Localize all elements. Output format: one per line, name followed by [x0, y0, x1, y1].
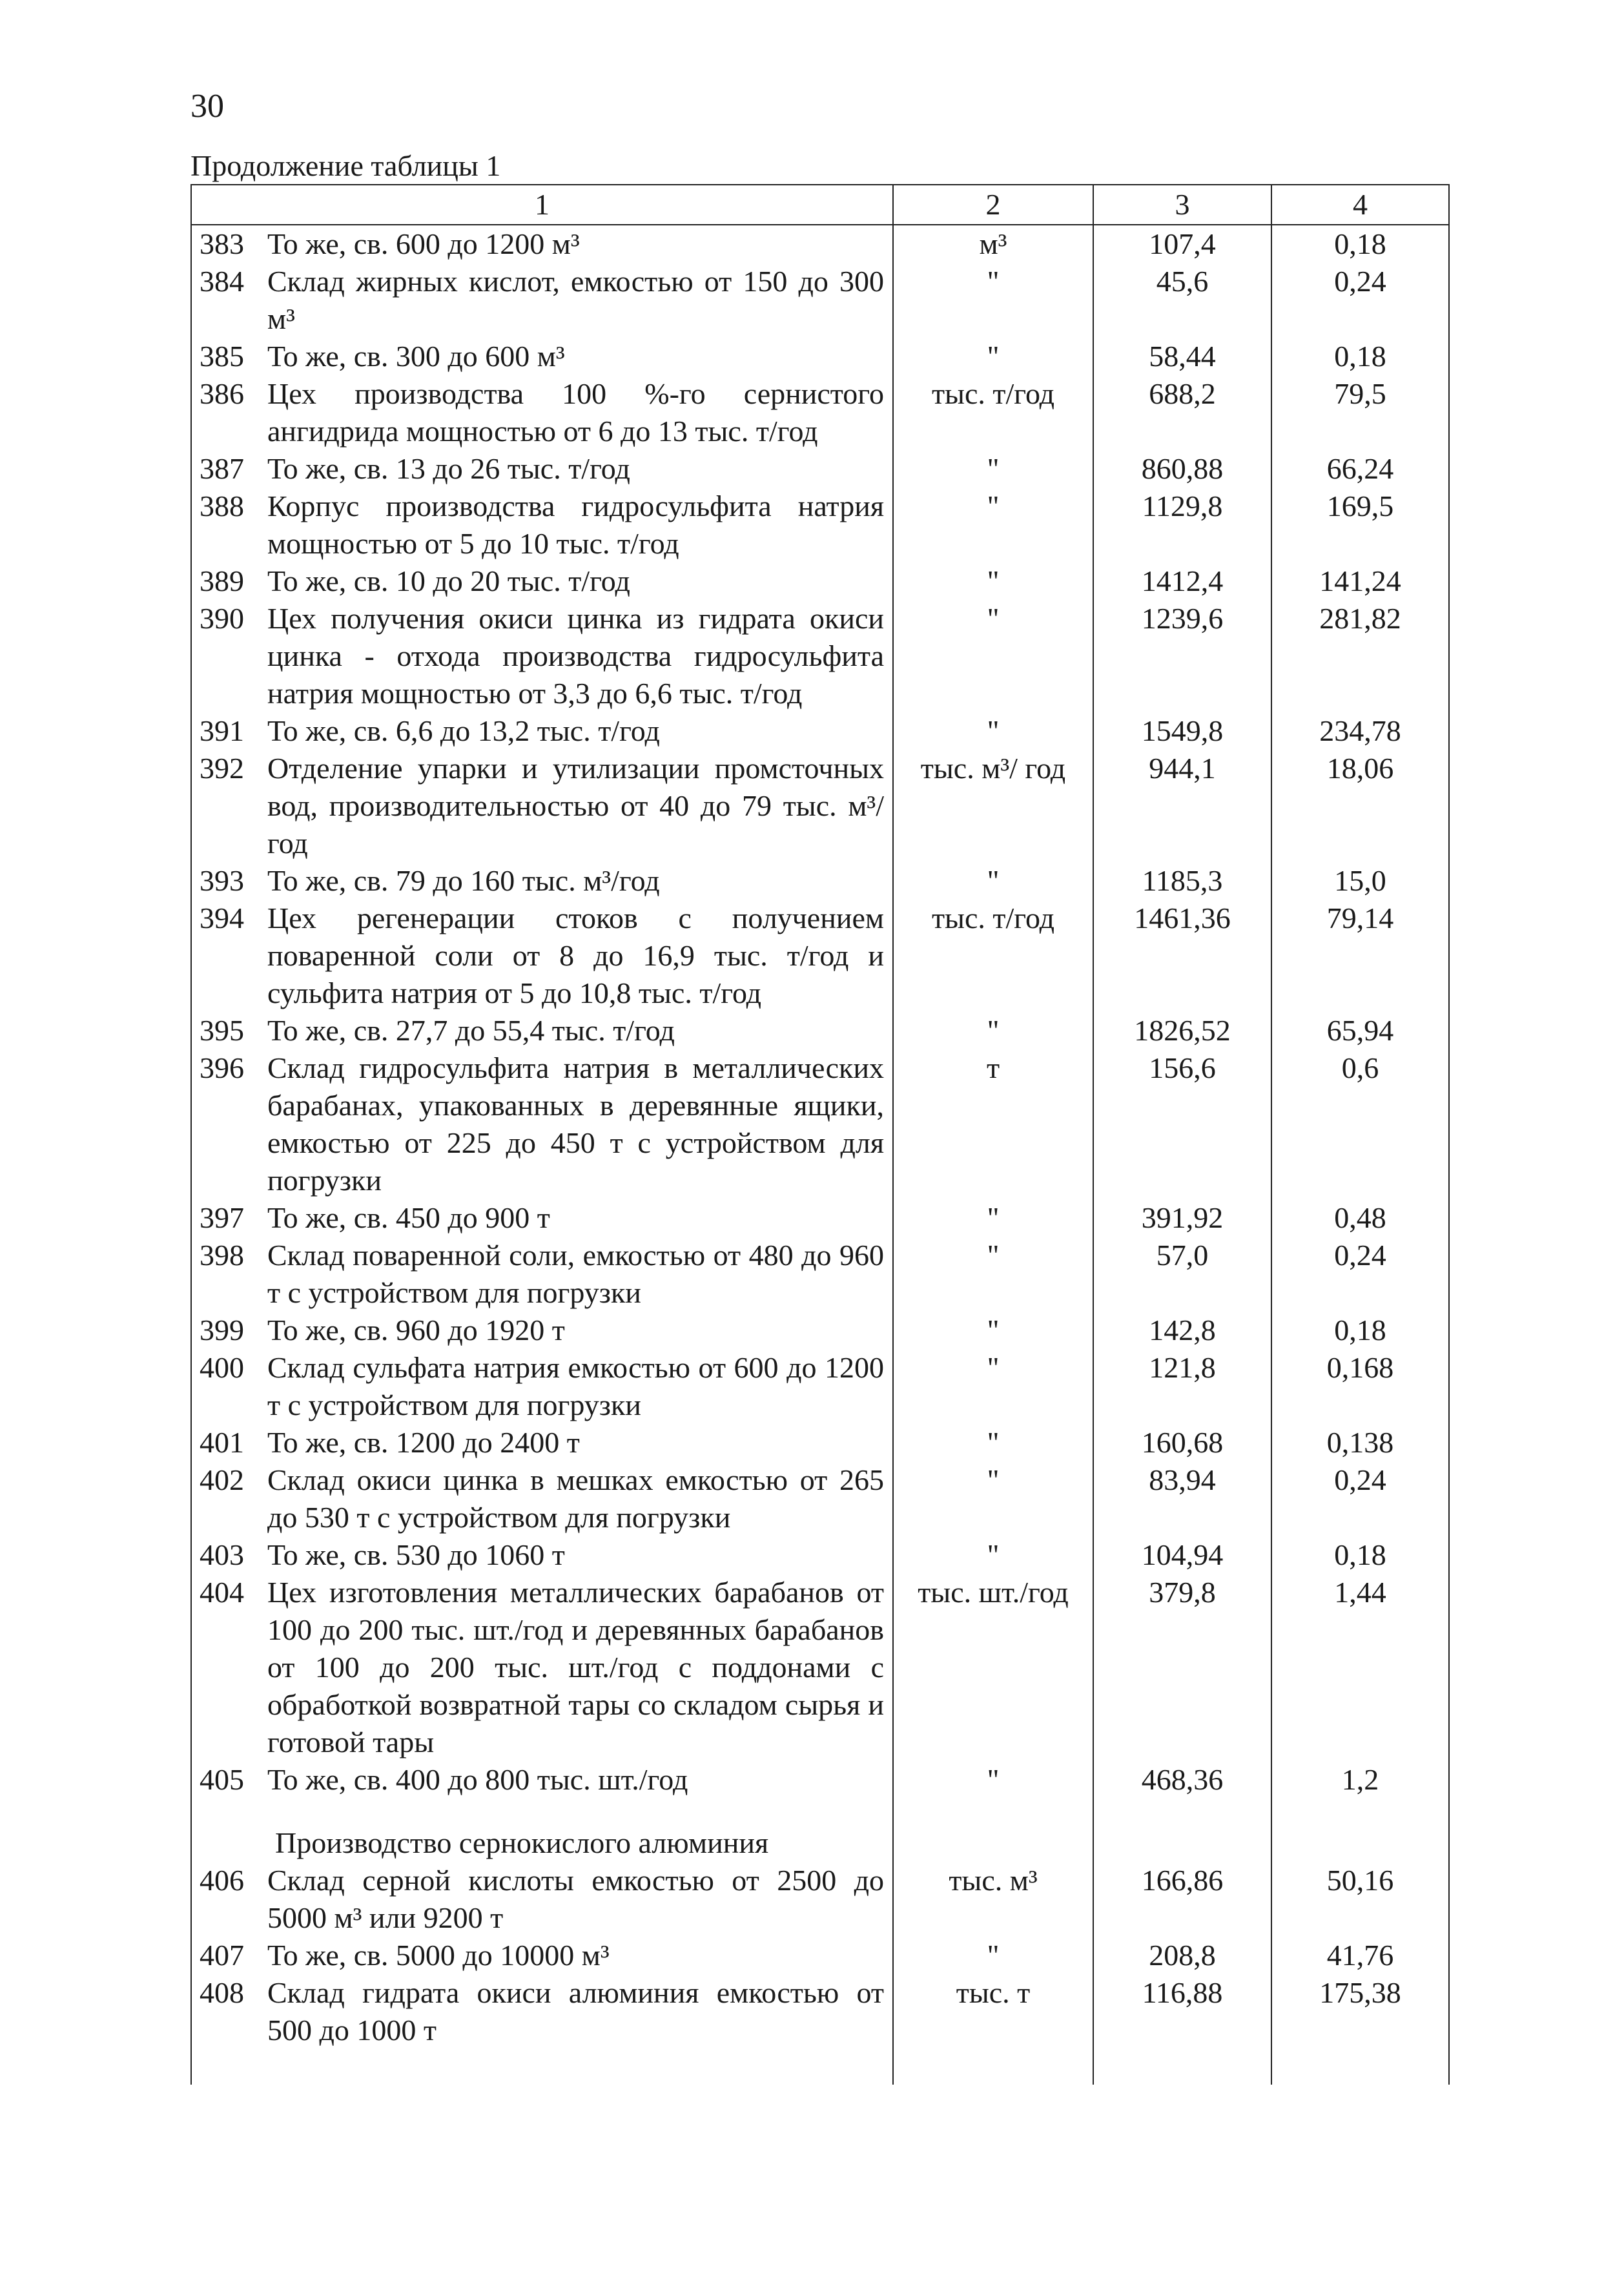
row-description-cell: [191, 562, 893, 600]
row-unit: тыс. м³/ год: [893, 750, 1093, 862]
row-value-4: 0,18: [1271, 338, 1449, 375]
row-number: 397: [200, 1201, 244, 1234]
row-text: Склад поваренной соли, емкостью от 480 до 960 т с устройством для погрузки: [267, 1239, 884, 1309]
row-value-3: 391,92: [1093, 1199, 1271, 1237]
table-row: [191, 600, 1449, 712]
row-description-cell: [191, 488, 893, 562]
row-number: 389: [200, 564, 244, 597]
row-description-cell: [191, 1199, 893, 1237]
row-description-cell: [191, 450, 893, 488]
row-description-cell: [191, 1574, 893, 1761]
row-value-4: 0,18: [1271, 1312, 1449, 1349]
row-unit: ": [893, 1536, 1093, 1574]
row-value-4: 169,5: [1271, 488, 1449, 562]
table-row: [191, 225, 1449, 263]
row-number: 393: [200, 864, 244, 897]
row-text: Склад окиси цинка в мешках емкостью от 265 до 530 т с устройством для погрузки: [267, 1463, 884, 1534]
row-value-3: 166,86: [1093, 1862, 1271, 1937]
table-row: [191, 1761, 1449, 1799]
row-value-3: 1461,36: [1093, 900, 1271, 1012]
row-description-cell: [191, 1461, 893, 1536]
row-number: 404: [200, 1576, 244, 1609]
row-value-4: 0,48: [1271, 1199, 1449, 1237]
table-row: [191, 1049, 1449, 1199]
row-value-3: 1239,6: [1093, 600, 1271, 712]
row-unit: ": [893, 712, 1093, 750]
row-number: 388: [200, 490, 244, 522]
row-text: То же, св. 600 до 1200 м³: [267, 227, 580, 260]
row-unit: ": [893, 562, 1093, 600]
table-row: [191, 338, 1449, 375]
table-row: [191, 862, 1449, 900]
row-value-4: 1,2: [1271, 1761, 1449, 1799]
row-text: То же, св. 27,7 до 55,4 тыс. т/год: [267, 1014, 675, 1047]
table-filler-row: [191, 2049, 1449, 2085]
row-value-4: 0,24: [1271, 263, 1449, 338]
table-row: [191, 712, 1449, 750]
row-number: 386: [200, 377, 244, 410]
table-row: [191, 1862, 1449, 1937]
row-unit: ": [893, 1761, 1093, 1799]
row-value-4: 41,76: [1271, 1937, 1449, 1974]
row-description-cell: [191, 750, 893, 862]
row-unit: ": [893, 1012, 1093, 1049]
row-text: Корпус производства гидросульфита натрия мощностью от 5 до 10 тыс. т/год: [267, 490, 884, 560]
row-value-3: 1129,8: [1093, 488, 1271, 562]
data-table: [190, 184, 1450, 2085]
row-value-3: 1412,4: [1093, 562, 1271, 600]
row-number: 383: [200, 227, 244, 260]
table-body: [191, 225, 1449, 1799]
row-value-3: 57,0: [1093, 1237, 1271, 1312]
table-row: [191, 900, 1449, 1012]
row-unit: тыс. т: [893, 1974, 1093, 2049]
row-number: 390: [200, 602, 244, 635]
table-body-2: [191, 1862, 1449, 2049]
row-unit: ": [893, 862, 1093, 900]
row-unit: ": [893, 1937, 1093, 1974]
header-col-4: 4: [1271, 185, 1449, 225]
table-row: [191, 450, 1449, 488]
row-number: 394: [200, 902, 244, 934]
row-description-cell: [191, 1012, 893, 1049]
row-description-cell: [191, 1862, 893, 1937]
table-row: [191, 562, 1449, 600]
row-number: 400: [200, 1351, 244, 1384]
row-text: То же, св. 13 до 26 тыс. т/год: [267, 452, 630, 485]
row-unit: тыс. т/год: [893, 900, 1093, 1012]
row-unit: ": [893, 450, 1093, 488]
row-unit: ": [893, 1424, 1093, 1461]
row-value-3: 83,94: [1093, 1461, 1271, 1536]
row-unit: тыс. т/год: [893, 375, 1093, 450]
row-value-3: 160,68: [1093, 1424, 1271, 1461]
row-value-3: 58,44: [1093, 338, 1271, 375]
table-row: [191, 375, 1449, 450]
page-number: 30: [190, 88, 224, 125]
row-value-3: 121,8: [1093, 1349, 1271, 1424]
row-value-4: 66,24: [1271, 450, 1449, 488]
row-number: 408: [200, 1976, 244, 2009]
row-unit: ": [893, 1349, 1093, 1424]
row-unit: ": [893, 263, 1093, 338]
table-row: [191, 1424, 1449, 1461]
row-value-4: 141,24: [1271, 562, 1449, 600]
row-number: 391: [200, 714, 244, 747]
table-row: [191, 1349, 1449, 1424]
row-value-4: 281,82: [1271, 600, 1449, 712]
row-value-4: 0,18: [1271, 1536, 1449, 1574]
row-description-cell: [191, 1974, 893, 2049]
row-value-4: 0,24: [1271, 1461, 1449, 1536]
row-text: Цех получения окиси цинка из гидрата окиси цинка - отхода производства гидросульфита натрия мощностью от 3,3 до 6,6 тыс. т/год: [267, 602, 884, 710]
table-row: [191, 1937, 1449, 1974]
row-description-cell: [191, 1761, 893, 1799]
row-unit: ": [893, 1199, 1093, 1237]
row-text: Склад сульфата натрия емкостью от 600 до 1200 т с устройством для погрузки: [267, 1351, 884, 1421]
row-unit: ": [893, 1312, 1093, 1349]
row-value-4: 0,168: [1271, 1349, 1449, 1424]
table-row: [191, 263, 1449, 338]
row-number: 395: [200, 1014, 244, 1047]
row-number: 392: [200, 752, 244, 785]
row-text: То же, св. 450 до 900 т: [267, 1201, 550, 1234]
row-number: 396: [200, 1051, 244, 1084]
table-row: [191, 1461, 1449, 1536]
row-value-3: 208,8: [1093, 1937, 1271, 1974]
table-row: [191, 1012, 1449, 1049]
row-unit: ": [893, 1461, 1093, 1536]
row-text: Склад гидрата окиси алюминия емкостью от 500 до 1000 т: [267, 1976, 884, 2047]
table-row: [191, 750, 1449, 862]
section-row: [191, 1799, 1449, 1862]
row-value-4: 0,138: [1271, 1424, 1449, 1461]
table-caption: Продолжение таблицы 1: [190, 149, 501, 182]
row-text: Отделение упарки и утилизации промсточных вод, производительностью от 40 до 79 тыс. м³/год: [267, 752, 884, 860]
row-description-cell: [191, 1937, 893, 1974]
row-description-cell: [191, 338, 893, 375]
row-unit: тыс. м³: [893, 1862, 1093, 1937]
row-text: Цех регенерации стоков с получением поваренной соли от 8 до 16,9 тыс. т/год и сульфита натрия от 5 до 10,8 тыс. т/год: [267, 902, 884, 1009]
row-value-3: 1549,8: [1093, 712, 1271, 750]
row-description-cell: [191, 862, 893, 900]
table-row: [191, 1312, 1449, 1349]
row-unit: ": [893, 338, 1093, 375]
row-description-cell: [191, 1237, 893, 1312]
row-number: 407: [200, 1939, 244, 1972]
row-unit: ": [893, 488, 1093, 562]
row-number: 403: [200, 1538, 244, 1571]
row-value-3: 1185,3: [1093, 862, 1271, 900]
row-value-3: 860,88: [1093, 450, 1271, 488]
row-value-4: 0,6: [1271, 1049, 1449, 1199]
row-value-4: 234,78: [1271, 712, 1449, 750]
row-description-cell: [191, 1536, 893, 1574]
row-number: 384: [200, 265, 244, 298]
row-description-cell: [191, 1049, 893, 1199]
row-text: То же, св. 1200 до 2400 т: [267, 1426, 580, 1459]
row-text: То же, св. 400 до 800 тыс. шт./год: [267, 1763, 688, 1796]
row-value-4: 15,0: [1271, 862, 1449, 900]
row-description-cell: [191, 1312, 893, 1349]
row-value-3: 107,4: [1093, 225, 1271, 263]
row-number: 387: [200, 452, 244, 485]
row-value-3: 468,36: [1093, 1761, 1271, 1799]
table-container: [190, 184, 1448, 2121]
row-text: То же, св. 5000 до 10000 м³: [267, 1939, 610, 1972]
header-col-1: 1: [191, 185, 893, 225]
row-value-3: 116,88: [1093, 1974, 1271, 2049]
row-value-3: 1826,52: [1093, 1012, 1271, 1049]
row-value-4: 0,18: [1271, 225, 1449, 263]
header-row: [191, 185, 1449, 225]
row-unit: ": [893, 1237, 1093, 1312]
row-value-4: 65,94: [1271, 1012, 1449, 1049]
row-value-4: 0,24: [1271, 1237, 1449, 1312]
row-number: 405: [200, 1763, 244, 1796]
row-text: То же, св. 10 до 20 тыс. т/год: [267, 564, 630, 597]
row-number: 385: [200, 340, 244, 373]
row-description-cell: [191, 600, 893, 712]
row-unit: ": [893, 600, 1093, 712]
row-text: То же, св. 300 до 600 м³: [267, 340, 565, 373]
row-text: То же, св. 6,6 до 13,2 тыс. т/год: [267, 714, 660, 747]
row-text: Склад жирных кислот, емкостью от 150 до 300 м³: [267, 265, 884, 335]
row-text: Склад гидросульфита натрия в металлических барабанах, упакованных в деревянные ящики, емкостью от 225 до 450 т с устройством для погрузки: [267, 1051, 884, 1197]
row-description-cell: [191, 1424, 893, 1461]
section-title: Производство сернокислого алюминия: [275, 1826, 769, 1859]
table-row: [191, 488, 1449, 562]
row-description-cell: [191, 712, 893, 750]
row-value-3: 688,2: [1093, 375, 1271, 450]
row-description-cell: [191, 225, 893, 263]
row-unit: т: [893, 1049, 1093, 1199]
row-text: Цех производства 100 %-го сернистого ангидрида мощностью от 6 до 13 тыс. т/год: [267, 377, 884, 448]
row-number: 402: [200, 1463, 244, 1496]
row-unit: тыс. шт./год: [893, 1574, 1093, 1761]
row-value-3: 156,6: [1093, 1049, 1271, 1199]
row-value-3: 142,8: [1093, 1312, 1271, 1349]
row-description-cell: [191, 900, 893, 1012]
row-number: 406: [200, 1864, 244, 1897]
row-number: 398: [200, 1239, 244, 1272]
row-text: То же, св. 960 до 1920 т: [267, 1314, 565, 1346]
row-value-4: 79,14: [1271, 900, 1449, 1012]
row-value-4: 1,44: [1271, 1574, 1449, 1761]
row-unit: м³: [893, 225, 1093, 263]
row-description-cell: [191, 263, 893, 338]
table-row: [191, 1574, 1449, 1761]
row-value-3: 379,8: [1093, 1574, 1271, 1761]
row-value-4: 79,5: [1271, 375, 1449, 450]
row-description-cell: [191, 375, 893, 450]
row-description-cell: [191, 1349, 893, 1424]
row-value-4: 50,16: [1271, 1862, 1449, 1937]
row-text: То же, св. 530 до 1060 т: [267, 1538, 565, 1571]
table-row: [191, 1237, 1449, 1312]
row-number: 399: [200, 1314, 244, 1346]
row-text: Цех изготовления металлических барабанов от 100 до 200 тыс. шт./год и деревянных барабанов от 100 до 200 тыс. шт./год с поддонами с обработкой возвратной тары со складом сырья и готовой тары: [267, 1576, 884, 1758]
row-text: То же, св. 79 до 160 тыс. м³/год: [267, 864, 660, 897]
header-col-2: 2: [893, 185, 1093, 225]
row-value-3: 944,1: [1093, 750, 1271, 862]
row-number: 401: [200, 1426, 244, 1459]
row-text: Склад серной кислоты емкостью от 2500 до 5000 м³ или 9200 т: [267, 1864, 884, 1934]
section-body: [191, 1799, 1449, 1862]
table-row: [191, 1974, 1449, 2049]
row-value-4: 18,06: [1271, 750, 1449, 862]
row-value-3: 104,94: [1093, 1536, 1271, 1574]
header-col-3: 3: [1093, 185, 1271, 225]
row-value-4: 175,38: [1271, 1974, 1449, 2049]
table-row: [191, 1199, 1449, 1237]
table-row: [191, 1536, 1449, 1574]
row-value-3: 45,6: [1093, 263, 1271, 338]
